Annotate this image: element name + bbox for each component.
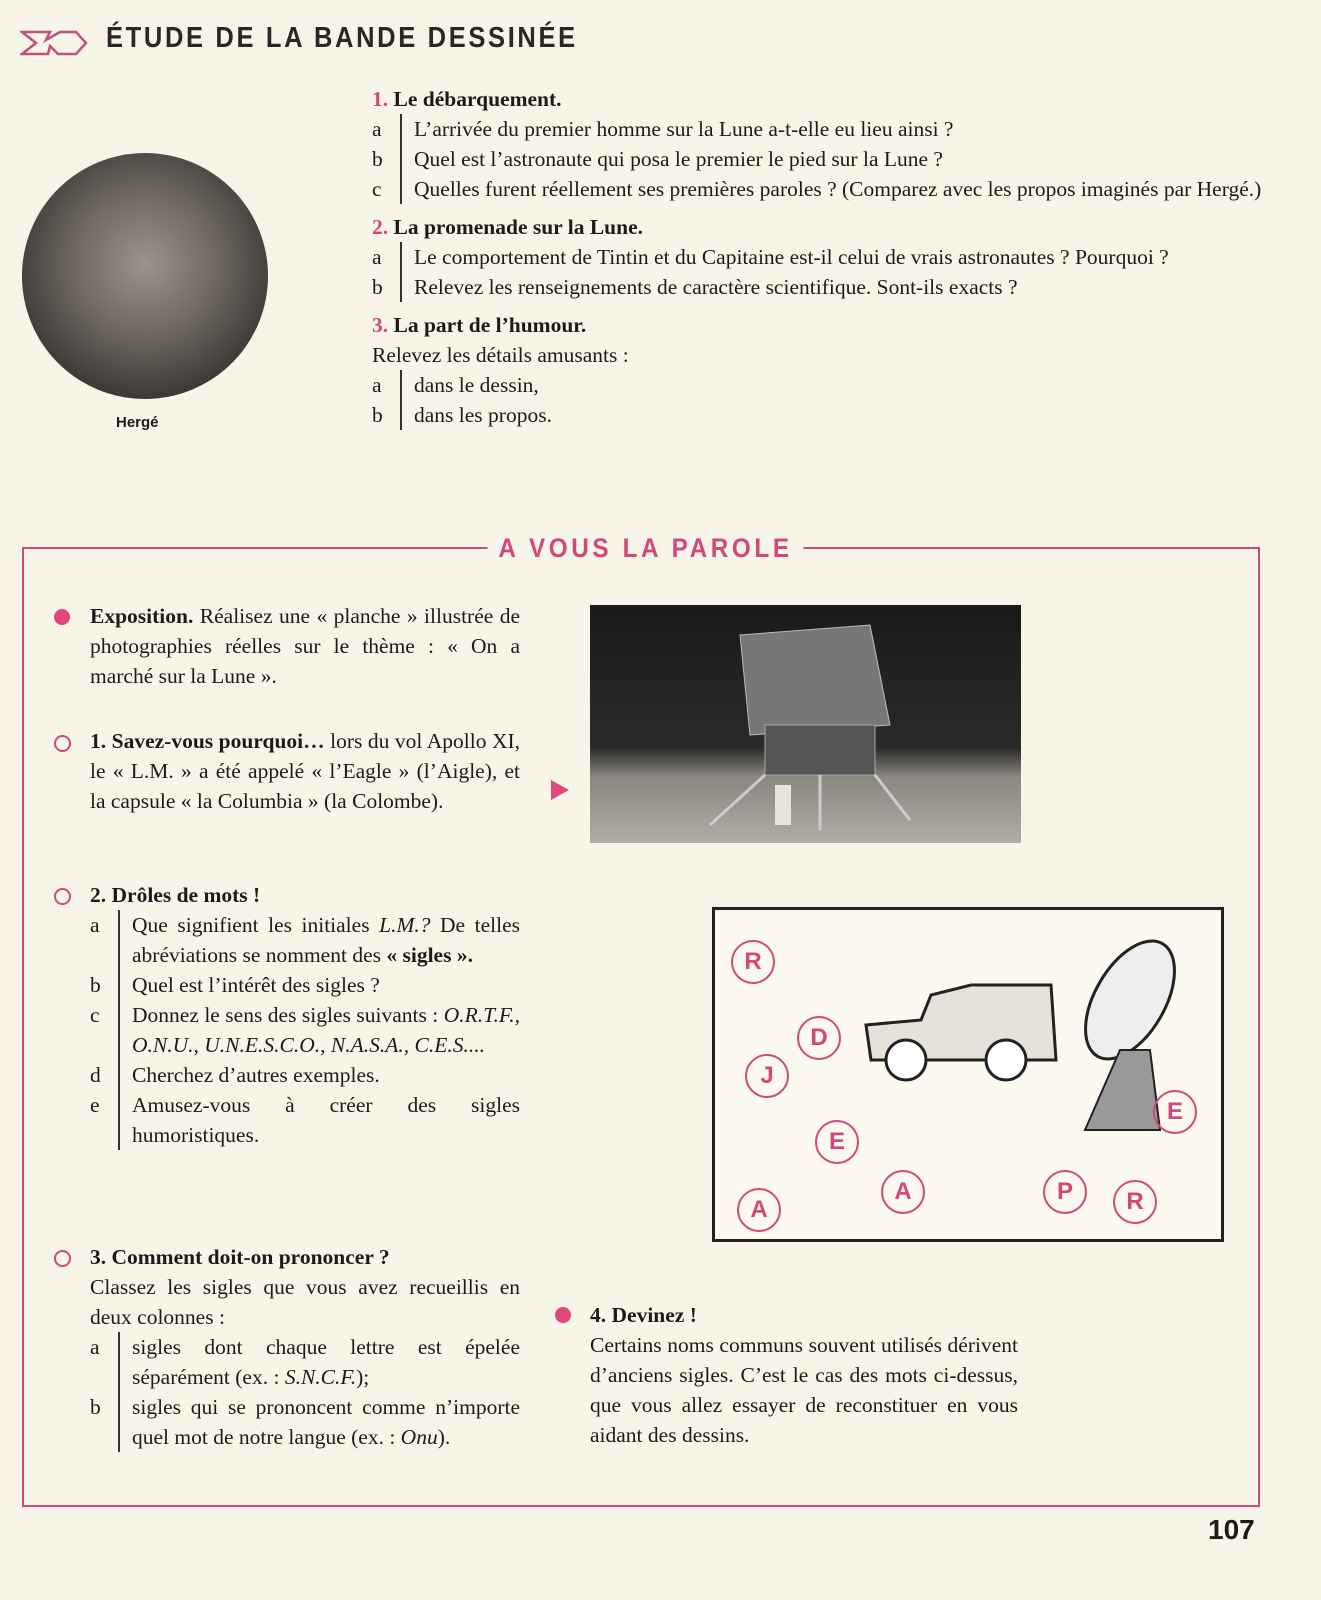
letter-circle: J <box>745 1054 789 1098</box>
section-title: ÉTUDE DE LA BANDE DESSINÉE <box>106 22 578 54</box>
question-3-pronounce: 3. Comment doit-on prononcer ? Classez les sigles que vous avez recueillis en deux colonnes : a sigles dont chaque lettre est épelée séparément (ex. : S.N.C.F.); b sigles qui se prononcent comme n’importe quel mot de notre langue (ex. : Onu). <box>90 1242 520 1452</box>
pink-arrow-icon <box>20 26 90 60</box>
question-1-why: 1. Savez-vous pourquoi… lors du vol Apollo XI, le « L.M. » a été appelé « l’Eagle » (l’Aigle), et la capsule « la Columbia » (la Colombe). <box>90 729 521 813</box>
question-3: 3. La part de l’humour. <box>372 313 587 337</box>
letter-circle: R <box>731 940 775 984</box>
question-2: 2. La promenade sur la Lune. <box>372 215 643 239</box>
herge-portrait-photo <box>22 153 268 399</box>
letter-circle: E <box>815 1120 859 1164</box>
filled-bullet-icon <box>555 1307 571 1323</box>
letter-circle: D <box>797 1016 841 1060</box>
question-1: 1. Le débarquement. <box>372 87 562 111</box>
study-questions: 1. Le débarquement. a L’arrivée du premier homme sur la Lune a-t-elle eu lieu ainsi ? b Quel est l’astronaute qui posa le premier le pied sur la Lune ? c Quelles furent réellement ses premières paroles ? (Comparez avec les propos imaginés par Hergé.) 2. La promenade sur la Lune. a Le comportement de Tintin et du Capitaine est-il celui de vrais astronautes ? Pourquoi ? b Relevez les renseignements de caractère scientifique. Sont-ils exacts ? 3. La part de l’humour. Relevez les détails amusants : a dans le dessin, b dans les propos. <box>372 84 1262 430</box>
letter-circle: R <box>1113 1180 1157 1224</box>
pointer-triangle-icon <box>551 780 569 800</box>
portrait-caption: Hergé <box>116 414 159 431</box>
exposition-text: Exposition. Réalisez une « planche » illustrée de photographies réelles sur le thème : « On a marché sur la Lune ». <box>90 604 520 688</box>
letter-circle: E <box>1153 1090 1197 1134</box>
page-number: 107 <box>1208 1514 1255 1545</box>
riddle-drawing <box>712 907 1224 1242</box>
question-4-guess: 4. Devinez ! Certains noms communs souvent utilisés dérivent d’anciens sigles. C’est le cas des mots ci-dessus, que vous allez essayer de reconstituer en vous aidant des dessins. <box>590 1303 1018 1447</box>
lunar-module-photo <box>590 605 1021 843</box>
ring-bullet-icon <box>54 888 71 905</box>
box-title: A VOUS LA PAROLE <box>488 533 804 564</box>
ring-bullet-icon <box>54 735 71 752</box>
lunar-module-illustration <box>590 605 1021 843</box>
filled-bullet-icon <box>54 609 70 625</box>
letter-circle: P <box>1043 1170 1087 1214</box>
letter-circle: A <box>881 1170 925 1214</box>
letter-circle: A <box>737 1188 781 1232</box>
jeep-drawing <box>861 965 1061 1085</box>
ring-bullet-icon <box>54 1250 71 1267</box>
question-2-words: 2. Drôles de mots ! a Que signifient les initiales L.M.? De telles abréviations se nomment des « sigles ». b Quel est l’intérêt des sigles ? c Donnez le sens des sigles suivants : O.R.T.F., O.N.U., U.N.E.S.C.O., N.A.S.A., C.E.S.... d Cherchez d’autres exemples. e Amusez-vous à créer des sigles humoristiques. <box>90 880 520 1150</box>
